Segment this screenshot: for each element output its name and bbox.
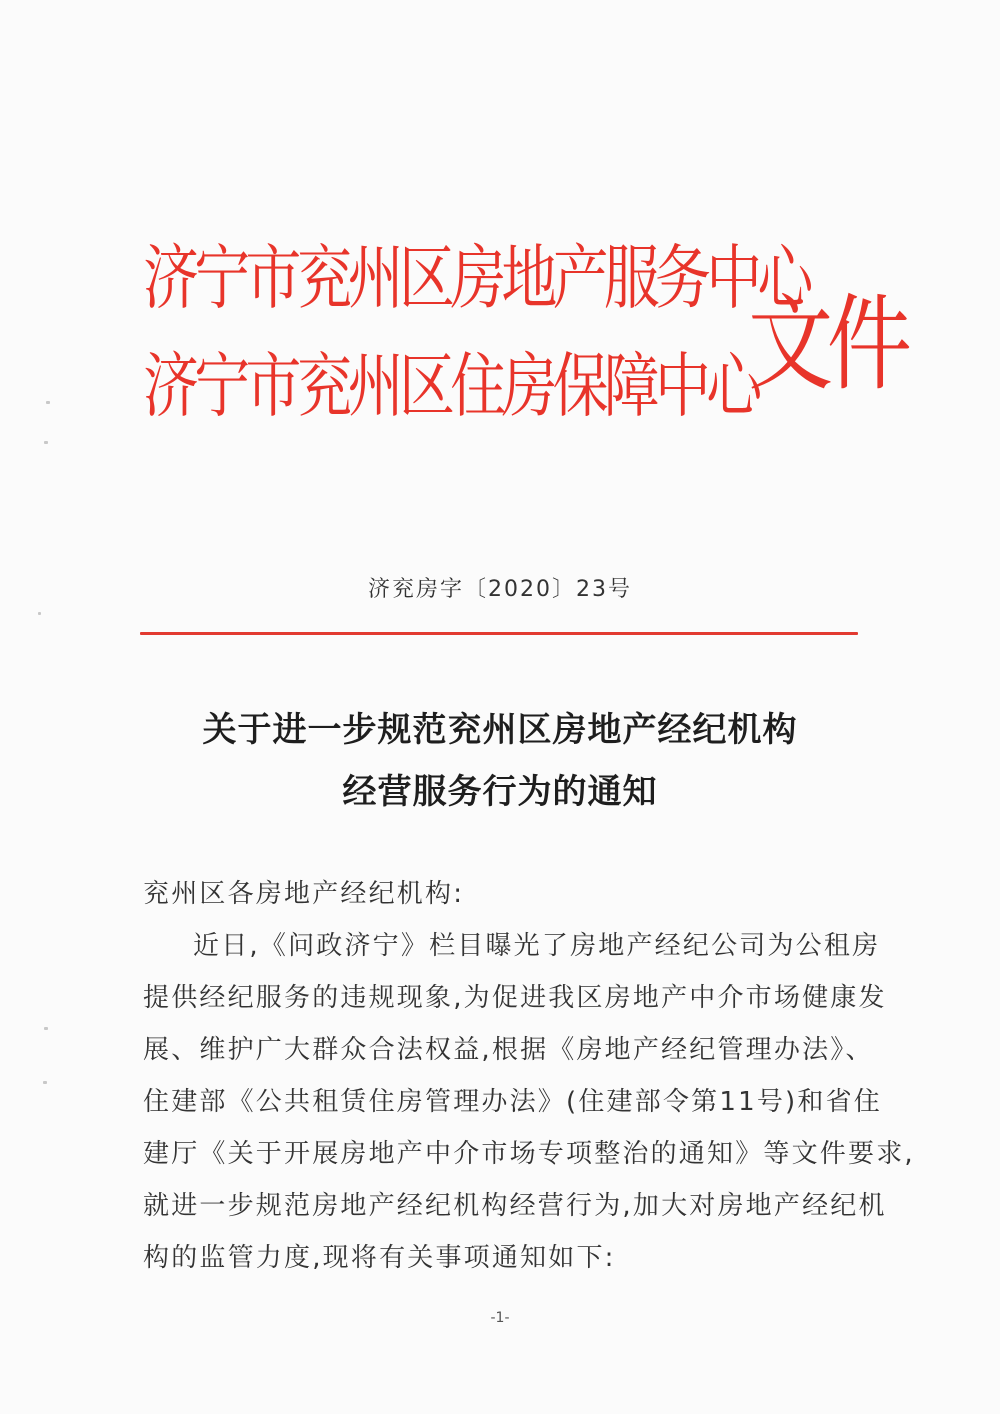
body-line: 提供经纪服务的违规现象,为促进我区房地产中介市场健康发 bbox=[143, 983, 887, 1013]
page-number: -1- bbox=[490, 1310, 510, 1326]
scan-speck bbox=[44, 441, 48, 444]
scan-speck bbox=[46, 401, 50, 404]
document-header bbox=[143, 232, 906, 452]
salutation: 兖州区各房地产经纪机构: bbox=[143, 879, 465, 909]
red-divider-line bbox=[140, 632, 858, 635]
body-line: 展、维护广大群众合法权益,根据《房地产经纪管理办法》、 bbox=[143, 1035, 874, 1065]
document-number: 济兖房字〔2020〕23号 bbox=[368, 577, 632, 602]
scan-speck bbox=[43, 1081, 47, 1084]
document-title-line-1: 关于进一步规范兖州区房地产经纪机构 bbox=[202, 710, 798, 750]
body-line: 住建部《公共租赁住房管理办法》(住建部令第11号)和省住 bbox=[143, 1087, 882, 1117]
scan-speck bbox=[44, 1027, 48, 1030]
document-type-label: 文件 bbox=[748, 283, 906, 405]
issuing-org-1: 济宁市兖州区房地产服务中心 bbox=[143, 237, 809, 319]
body-line: 就进一步规范房地产经纪机构经营行为,加大对房地产经纪机 bbox=[143, 1191, 887, 1221]
body-line: 近日,《问政济宁》栏目曝光了房地产经纪公司为公租房 bbox=[193, 931, 881, 961]
scan-speck bbox=[38, 612, 41, 615]
document-title-line-2: 经营服务行为的通知 bbox=[342, 772, 658, 812]
body-paragraph bbox=[143, 920, 915, 1284]
issuing-org-2: 济宁市兖州区住房保障中心 bbox=[143, 345, 758, 427]
body-line: 建厅《关于开展房地产中介市场专项整治的通知》等文件要求, bbox=[143, 1139, 915, 1169]
body-line: 构的监管力度,现将有关事项通知如下: bbox=[143, 1243, 616, 1273]
